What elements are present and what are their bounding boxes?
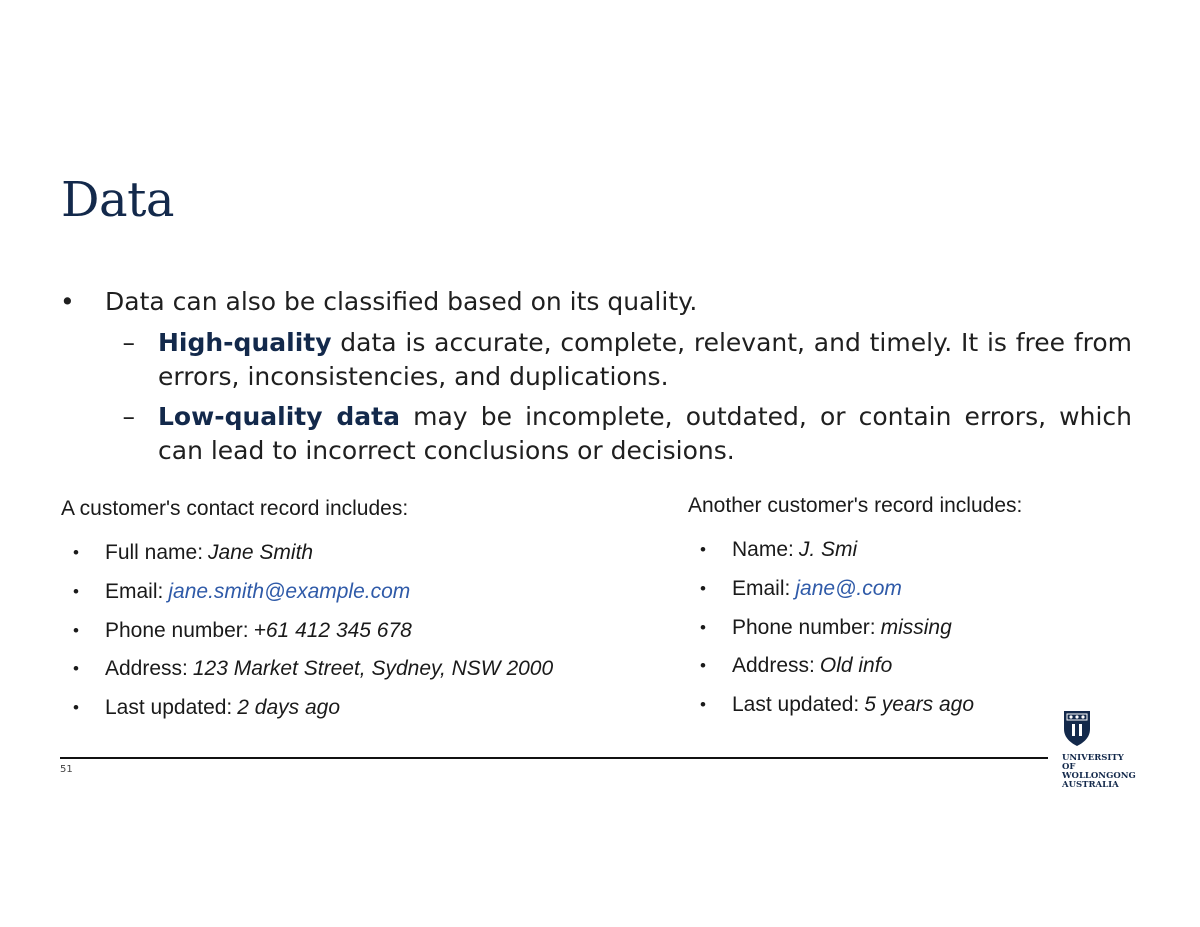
field-label: Phone number: [732,615,876,639]
email-link[interactable]: jane.smith@example.com [168,580,411,604]
bullet-dot: • [700,656,706,676]
high-quality-description: data is accurate, complete, relevant, and timely. It is free from errors, inconsistencies, and duplications. [158,328,1132,391]
logo-text [1062,754,1152,790]
dash-glyph: – [122,402,135,431]
list-item [688,570,1022,609]
field-label: Name: [732,538,794,562]
bullet-dot: • [73,698,79,718]
term-high-quality: High-quality [158,328,332,357]
field-label: Phone number: [105,618,249,642]
list-item [61,573,553,612]
record-good-heading: A customer's contact record includes: [61,497,409,520]
bullet-dot: • [700,617,706,637]
list-item [688,647,1022,686]
field-label: Full name: [105,541,204,565]
sub-bullet-low-quality [60,400,1132,468]
record-bad-heading: Another customer's record includes: [688,494,1023,517]
dash-glyph: – [122,328,135,357]
bullet-dot: • [700,579,706,599]
field-label: Email: [732,577,791,601]
list-item [688,686,1022,725]
bullet-main-text: Data can also be classified based on its quality. [105,287,698,316]
list-item [61,650,553,689]
bullet-main [60,284,1132,320]
bullet-dot: • [73,582,79,602]
bullet-dot: • [73,659,79,679]
sub-bullet-high-quality [60,326,1132,394]
logo-line: AUSTRALIA [1062,780,1119,790]
logo-line: UNIVERSITY [1062,753,1124,763]
field-value: 2 days ago [237,696,341,720]
slide-title: Data [61,172,175,228]
record-good-list [61,534,553,727]
field-value: Jane Smith [208,541,314,565]
field-value: J. Smi [798,538,858,562]
field-value: missing [880,615,952,639]
list-item [688,608,1022,647]
university-crest-icon [1062,709,1092,747]
sub-bullet-text [158,326,1132,394]
field-label: Email: [105,580,164,604]
field-label: Address: [105,657,188,681]
bullet-dot: • [73,543,79,563]
list-item [61,689,553,728]
bullet-dot: • [700,695,706,715]
logo-line: OF WOLLONGONG [1062,762,1136,781]
list-item [688,531,1022,570]
record-bad-panel [688,494,1022,724]
record-bad-list [688,531,1022,724]
list-item [61,611,553,650]
bullet-dot: • [700,540,706,560]
list-item [61,534,553,573]
sub-bullet-text [158,400,1132,468]
field-value: +61 412 345 678 [253,618,412,642]
university-logo [1062,709,1152,790]
field-value: 123 Market Street, Sydney, NSW 2000 [192,657,554,681]
field-label: Address: [732,654,815,678]
term-low-quality: Low-quality data [158,402,400,431]
bullet-glyph: • [60,287,75,316]
low-quality-description: may be incomplete, outdated, or contain errors, which can lead to incorrect conclusions or decisions. [158,402,1132,465]
field-value: 5 years ago [864,693,975,717]
footer-divider [60,757,1048,759]
record-good-panel [61,497,553,727]
email-link[interactable]: jane@.com [795,577,902,601]
field-label: Last updated: [105,696,233,720]
bullet-list [60,284,1132,468]
page-number: 51 [60,764,73,775]
field-label: Last updated: [732,693,860,717]
field-value: Old info [819,654,893,678]
bullet-dot: • [73,620,79,640]
